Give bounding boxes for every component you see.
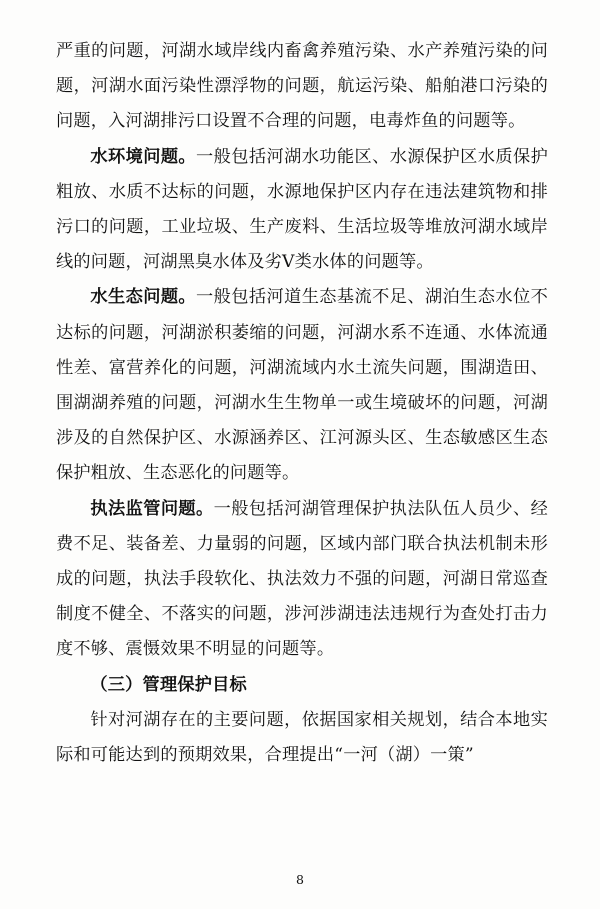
section-heading: （三）管理保护目标 xyxy=(90,674,247,695)
paragraph-law-enforcement xyxy=(56,492,548,668)
paragraph-closing: 针对河湖存在的主要问题，依据国家相关规划，结合本地实际和可能达到的预期效果，合理提出“一河（湖）一策” xyxy=(56,709,548,766)
paragraph-lead-water-ecology: 水生态问题。 xyxy=(90,287,197,308)
document-body xyxy=(56,34,548,773)
paragraph-text-water-ecology: 一般包括河道生态基流不足、湖泊生态水位不达标的问题，河湖淤积萎缩的问题，河湖水系不连通、水体流通性差、富营养化的问题，河湖流域内水土流失问题，围湖造田、围湖湖养殖的问题，河湖水生生物单一或生境破坏的问题，河湖涉及的自然保护区、水源涵养区、江河源头区、生态敏感区生态保护粗放、生态恶化的问题等。 xyxy=(56,287,548,484)
paragraph-water-ecology xyxy=(56,280,548,491)
paragraph-water-environment xyxy=(56,140,548,281)
paragraph-text-law-enforcement: 一般包括河湖管理保护执法队伍人员少、经费不足、装备差、力量弱的问题，区域内部门联合执法机制未形成的问题，执法手段软化、执法效力不强的问题，河湖日常巡查制度不健全、不落实的问题，涉河涉湖违法违规行为查处打击力度不够、震慑效果不明显的问题等。 xyxy=(56,498,548,660)
paragraph-continuation: 严重的问题，河湖水域岸线内畜禽养殖污染、水产养殖污染的问题，河湖水面污染性漂浮物的问题，航运污染、船舶港口污染的问题，入河湖排污口设置不合理的问题，电毒炸鱼的问题等。 xyxy=(56,41,548,132)
paragraph-text-water-environment: 一般包括河湖水功能区、水源保护区水质保护粗放、水质不达标的问题，水源地保护区内存在违法建筑物和排污口的问题，工业垃圾、生产废料、生活垃圾等堆放河湖水域岸线的问题，河湖黑臭水体及劣Ⅴ类水体的问题等。 xyxy=(56,146,548,273)
paragraph-lead-law-enforcement: 执法监管问题。 xyxy=(90,498,214,519)
page-number: 8 xyxy=(296,872,304,887)
paragraph-lead-water-environment: 水环境问题。 xyxy=(90,146,197,167)
